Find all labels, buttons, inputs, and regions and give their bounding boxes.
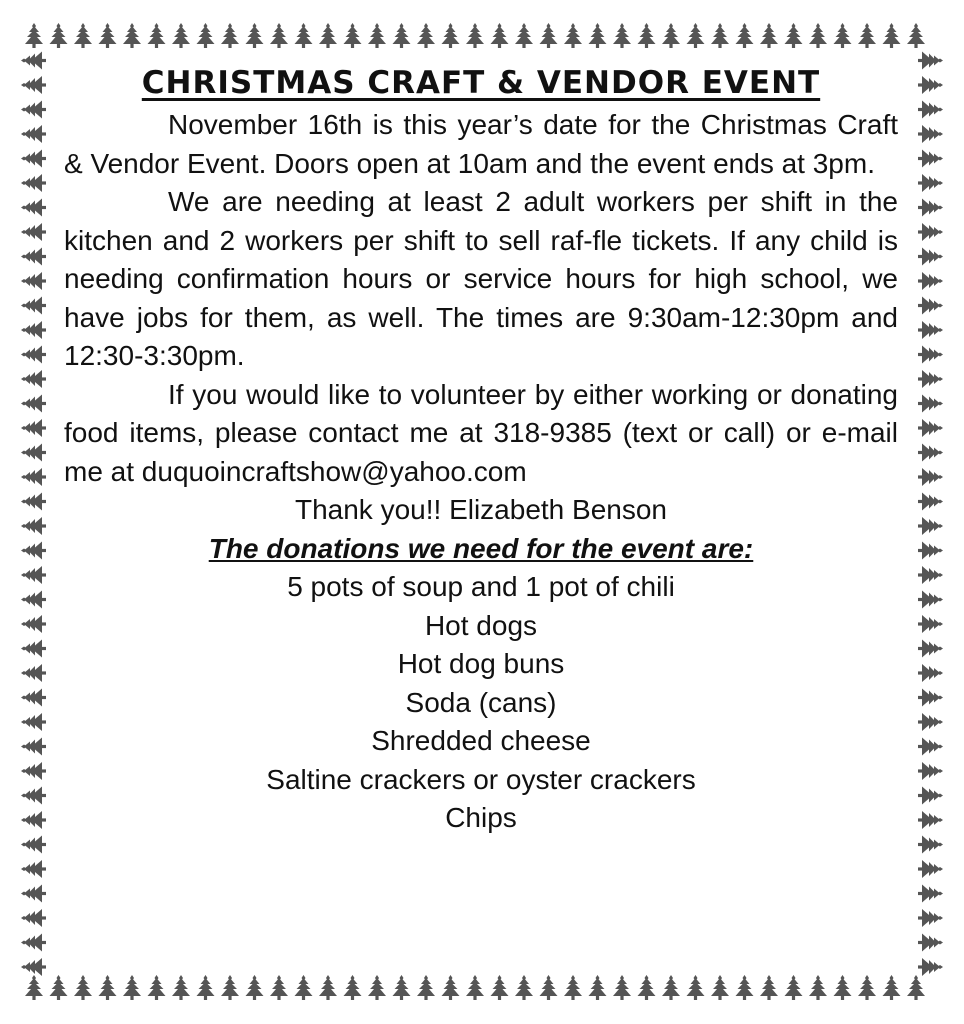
christmas-tree-icon (393, 23, 411, 48)
christmas-tree-icon (21, 248, 46, 266)
christmas-tree-icon (883, 23, 901, 48)
christmas-tree-icon (540, 23, 558, 48)
christmas-tree-icon (834, 23, 852, 48)
christmas-tree-icon (270, 975, 288, 1000)
christmas-tree-icon (148, 23, 166, 48)
christmas-tree-icon (21, 811, 46, 829)
christmas-tree-icon (368, 23, 386, 48)
christmas-tree-icon (918, 934, 943, 952)
donation-item: 5 pots of soup and 1 pot of chili (287, 571, 675, 602)
christmas-tree-icon (21, 640, 46, 658)
christmas-tree-icon (907, 975, 925, 1000)
christmas-tree-icon (711, 975, 729, 1000)
christmas-tree-icon (21, 542, 46, 560)
christmas-tree-icon (491, 23, 509, 48)
christmas-tree-icon (918, 223, 943, 241)
christmas-tree-icon (21, 321, 46, 339)
thank-you-signature: Thank you!! Elizabeth Benson (294, 494, 667, 525)
christmas-tree-icon (858, 23, 876, 48)
donation-item: Hot dog buns (397, 648, 565, 679)
christmas-tree-icon (589, 975, 607, 1000)
christmas-tree-icon (21, 885, 46, 903)
christmas-tree-icon (21, 150, 46, 168)
christmas-tree-icon (319, 23, 337, 48)
christmas-tree-icon (21, 836, 46, 854)
christmas-tree-icon (344, 23, 362, 48)
christmas-tree-icon (466, 975, 484, 1000)
christmas-tree-icon (21, 689, 46, 707)
christmas-tree-icon (21, 174, 46, 192)
christmas-tree-icon (918, 787, 943, 805)
christmas-tree-icon (918, 762, 943, 780)
christmas-tree-icon (918, 419, 943, 437)
christmas-tree-icon (918, 860, 943, 878)
christmas-tree-icon (21, 52, 46, 70)
christmas-tree-icon (21, 958, 46, 976)
christmas-tree-icon (123, 23, 141, 48)
christmas-tree-icon (21, 370, 46, 388)
christmas-tree-icon (21, 934, 46, 952)
christmas-tree-icon (918, 493, 943, 511)
christmas-tree-icon (736, 975, 754, 1000)
christmas-tree-icon (760, 975, 778, 1000)
christmas-tree-icon (417, 975, 435, 1000)
donation-item: Chips (445, 802, 517, 833)
christmas-tree-icon (638, 975, 656, 1000)
event-title: CHRISTMAS CRAFT & VENDOR EVENT (141, 65, 821, 101)
christmas-tree-icon (613, 23, 631, 48)
christmas-tree-icon (809, 23, 827, 48)
christmas-tree-icon (344, 975, 362, 1000)
christmas-tree-icon (466, 23, 484, 48)
christmas-tree-icon (858, 975, 876, 1000)
christmas-tree-icon (515, 975, 533, 1000)
christmas-tree-icon (736, 23, 754, 48)
christmas-tree-icon (918, 640, 943, 658)
christmas-tree-icon (785, 975, 803, 1000)
christmas-tree-icon (918, 517, 943, 535)
christmas-tree-icon (564, 23, 582, 48)
christmas-tree-icon (21, 76, 46, 94)
christmas-tree-icon (21, 468, 46, 486)
christmas-tree-icon (172, 23, 190, 48)
christmas-tree-icon (50, 23, 68, 48)
christmas-tree-icon (393, 975, 411, 1000)
christmas-tree-icon (760, 23, 778, 48)
christmas-tree-icon (918, 199, 943, 217)
christmas-tree-icon (21, 419, 46, 437)
christmas-tree-icon (907, 23, 925, 48)
christmas-tree-icon (918, 346, 943, 364)
christmas-tree-icon (21, 860, 46, 878)
donation-item: Hot dogs (424, 609, 538, 641)
christmas-tree-icon (918, 615, 943, 633)
christmas-tree-icon (21, 272, 46, 290)
event-date-paragraph: November 16th is this year’s date for the Christmas Craft & Vendor Event. Doors open at 10am and the event ends at 3pm. (64, 109, 898, 179)
christmas-tree-icon (99, 23, 117, 48)
christmas-tree-icon (74, 23, 92, 48)
donations-heading: The donations we need for the event are: (208, 532, 754, 564)
christmas-tree-icon (918, 297, 943, 315)
christmas-tree-icon (564, 975, 582, 1000)
christmas-tree-icon (417, 23, 435, 48)
christmas-tree-icon (918, 272, 943, 290)
christmas-tree-icon (21, 664, 46, 682)
christmas-tree-icon (918, 689, 943, 707)
christmas-tree-icon (638, 23, 656, 48)
christmas-tree-icon (172, 975, 190, 1000)
christmas-tree-icon (687, 23, 705, 48)
christmas-tree-icon (21, 493, 46, 511)
christmas-tree-icon (918, 370, 943, 388)
christmas-tree-icon (589, 23, 607, 48)
christmas-tree-icon (918, 444, 943, 462)
christmas-tree-icon (918, 395, 943, 413)
christmas-tree-icon (21, 101, 46, 119)
christmas-tree-icon (25, 975, 43, 1000)
christmas-tree-icon (491, 975, 509, 1000)
christmas-tree-icon (918, 321, 943, 339)
christmas-tree-icon (21, 909, 46, 927)
christmas-tree-icon (21, 125, 46, 143)
christmas-tree-icon (148, 975, 166, 1000)
christmas-tree-icon (442, 975, 460, 1000)
christmas-tree-icon (319, 975, 337, 1000)
christmas-tree-icon (918, 738, 943, 756)
christmas-tree-icon (918, 248, 943, 266)
donation-item: Saltine crackers or oyster crackers (266, 763, 696, 795)
christmas-tree-icon (21, 762, 46, 780)
christmas-tree-icon (21, 223, 46, 241)
flyer-body (64, 64, 898, 838)
christmas-tree-icon (21, 297, 46, 315)
christmas-tree-icon (918, 174, 943, 192)
christmas-tree-icon (785, 23, 803, 48)
christmas-tree-icon (246, 975, 264, 1000)
donation-item: Shredded cheese (371, 725, 591, 756)
christmas-tree-icon (270, 23, 288, 48)
donation-item: Soda (cans) (405, 686, 557, 718)
christmas-tree-icon (918, 52, 943, 70)
christmas-tree-icon (21, 787, 46, 805)
christmas-tree-icon (809, 975, 827, 1000)
christmas-tree-icon (662, 23, 680, 48)
christmas-tree-icon (918, 125, 943, 143)
christmas-tree-icon (368, 975, 386, 1000)
christmas-tree-icon (883, 975, 901, 1000)
christmas-tree-icon (21, 199, 46, 217)
christmas-tree-icon (918, 958, 943, 976)
christmas-tree-icon (442, 23, 460, 48)
christmas-tree-icon (918, 885, 943, 903)
christmas-tree-icon (21, 395, 46, 413)
donation-list (64, 568, 898, 838)
christmas-tree-icon (918, 836, 943, 854)
christmas-tree-icon (918, 101, 943, 119)
contact-paragraph: If you would like to volunteer by either working or donating food items, please contact me at 318-9385 (text or call) or e-mail me at duquoincraftshow@yahoo.com (64, 378, 898, 487)
christmas-tree-icon (99, 975, 117, 1000)
christmas-tree-icon (662, 975, 680, 1000)
christmas-tree-icon (21, 566, 46, 584)
christmas-tree-icon (21, 615, 46, 633)
workers-needed-paragraph: We are needing at least 2 adult workers per shift in the kitchen and 2 workers per shift to sell raf-fle tickets. If any child is needing confirmation hours or service hours for high school, we have jobs for them, as well. The times are 9:30am-12:30pm and 12:30-3:30pm. (64, 186, 898, 371)
christmas-tree-icon (21, 713, 46, 731)
christmas-tree-icon (221, 975, 239, 1000)
christmas-tree-icon (50, 975, 68, 1000)
christmas-tree-icon (25, 23, 43, 48)
christmas-tree-icon (21, 591, 46, 609)
christmas-tree-icon (123, 975, 141, 1000)
christmas-tree-icon (515, 23, 533, 48)
christmas-tree-icon (918, 542, 943, 560)
christmas-tree-icon (197, 23, 215, 48)
christmas-tree-icon (74, 975, 92, 1000)
christmas-tree-icon (221, 23, 239, 48)
christmas-tree-icon (918, 591, 943, 609)
christmas-tree-icon (687, 975, 705, 1000)
christmas-tree-icon (918, 76, 943, 94)
christmas-tree-icon (21, 517, 46, 535)
christmas-tree-icon (540, 975, 558, 1000)
christmas-tree-icon (918, 150, 943, 168)
christmas-tree-icon (246, 23, 264, 48)
christmas-tree-icon (295, 975, 313, 1000)
christmas-tree-icon (21, 346, 46, 364)
christmas-tree-icon (711, 23, 729, 48)
christmas-tree-icon (613, 975, 631, 1000)
christmas-tree-icon (918, 566, 943, 584)
christmas-tree-icon (918, 811, 943, 829)
christmas-tree-icon (197, 975, 215, 1000)
christmas-tree-icon (834, 975, 852, 1000)
christmas-tree-icon (295, 23, 313, 48)
christmas-tree-icon (21, 444, 46, 462)
christmas-tree-icon (918, 909, 943, 927)
christmas-tree-icon (21, 738, 46, 756)
christmas-tree-icon (918, 713, 943, 731)
christmas-tree-icon (918, 664, 943, 682)
christmas-tree-icon (918, 468, 943, 486)
